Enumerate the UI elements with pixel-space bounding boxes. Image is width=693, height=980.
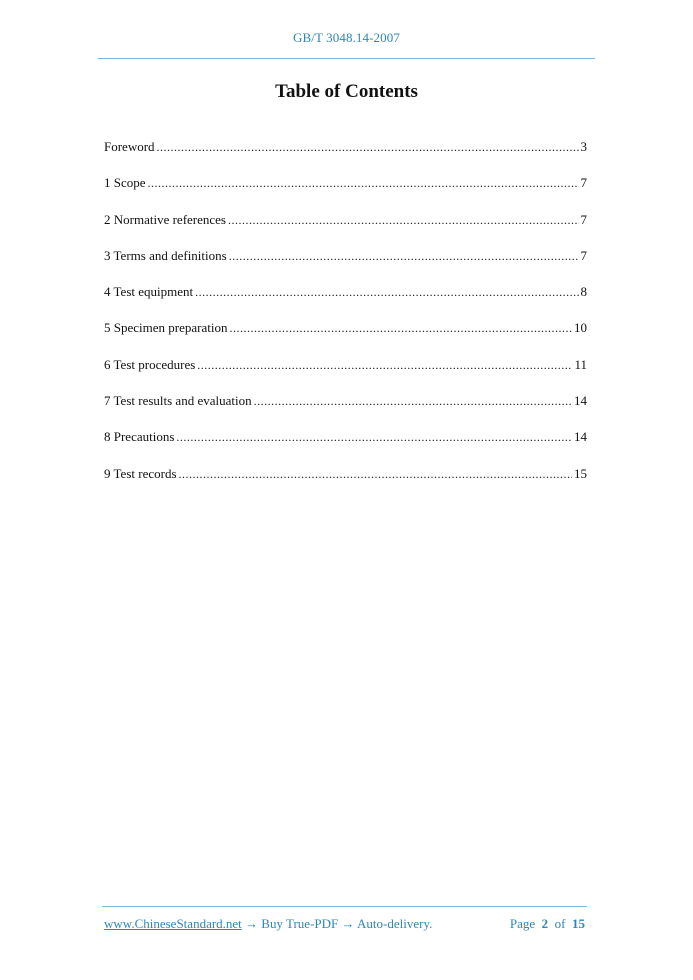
toc-entry-precautions[interactable] [104, 428, 587, 464]
footer-promo-text: → Buy True-PDF → Auto-delivery. [241, 916, 433, 931]
toc-entry-page: 11 [574, 356, 587, 372]
toc-dot-leader [179, 465, 573, 483]
header-divider [98, 58, 595, 59]
toc-entry-test-equipment[interactable] [104, 283, 587, 319]
toc-dot-leader [229, 319, 572, 337]
toc-entry-test-records[interactable] [104, 465, 587, 501]
toc-dot-leader [176, 428, 572, 446]
toc-entry-test-procedures[interactable] [104, 356, 587, 392]
toc-entry-page: 7 [580, 175, 587, 191]
toc-dot-leader [228, 211, 579, 229]
toc-entry-label: Foreword [104, 139, 155, 154]
toc-entry-label: 7 Test results and evaluation [104, 393, 252, 409]
toc-entry-label: 9 Test records [104, 465, 177, 481]
toc-dot-leader [197, 356, 572, 374]
toc-entry-label: 3 Terms and definitions [104, 247, 227, 263]
toc-entry-normative-references[interactable] [104, 211, 587, 247]
toc-entry-page: 3 [580, 139, 587, 154]
page-header [98, 30, 595, 46]
toc-entry-label: 2 Normative references [104, 211, 226, 227]
header-standard-number: GB/T 3048.14-2007 [293, 30, 400, 45]
website-link[interactable]: www.ChineseStandard.net [104, 916, 242, 931]
toc-entry-page: 7 [580, 211, 587, 227]
toc-dot-leader [195, 283, 578, 301]
page-label: Page [509, 916, 536, 931]
toc-entry-label: 6 Test procedures [104, 356, 196, 372]
page-title: Table of Contents [275, 81, 418, 102]
toc-entry-label: 4 Test equipment [104, 284, 194, 300]
toc-dot-leader [254, 392, 572, 410]
table-of-contents [104, 138, 587, 501]
toc-entry-foreword[interactable] [104, 138, 587, 174]
page-total: 15 [572, 916, 585, 931]
page-footer [104, 916, 585, 932]
toc-entry-specimen-preparation[interactable] [104, 319, 587, 355]
toc-entry-terms-and-definitions[interactable] [104, 247, 587, 283]
toc-entry-scope[interactable] [104, 174, 587, 210]
toc-entry-page: 10 [574, 320, 587, 336]
toc-entry-page: 15 [574, 465, 587, 481]
toc-entry-label: 8 Precautions [104, 429, 175, 445]
toc-entry-page: 14 [574, 393, 587, 409]
toc-dot-leader [157, 138, 579, 156]
footer-divider [102, 906, 587, 907]
toc-dot-leader [229, 247, 579, 265]
page-of-label: of [554, 916, 566, 931]
toc-dot-leader [148, 174, 579, 192]
toc-entry-label: 5 Specimen preparation [104, 320, 228, 336]
footer-promo [104, 916, 432, 932]
toc-entry-page: 8 [580, 284, 587, 300]
toc-entry-page: 14 [574, 429, 587, 445]
toc-entry-test-results-and-evaluation[interactable] [104, 392, 587, 428]
page-current: 2 [541, 916, 549, 931]
toc-entry-page: 7 [580, 247, 587, 263]
toc-entry-label: 1 Scope [104, 175, 146, 191]
page-number [510, 916, 585, 932]
